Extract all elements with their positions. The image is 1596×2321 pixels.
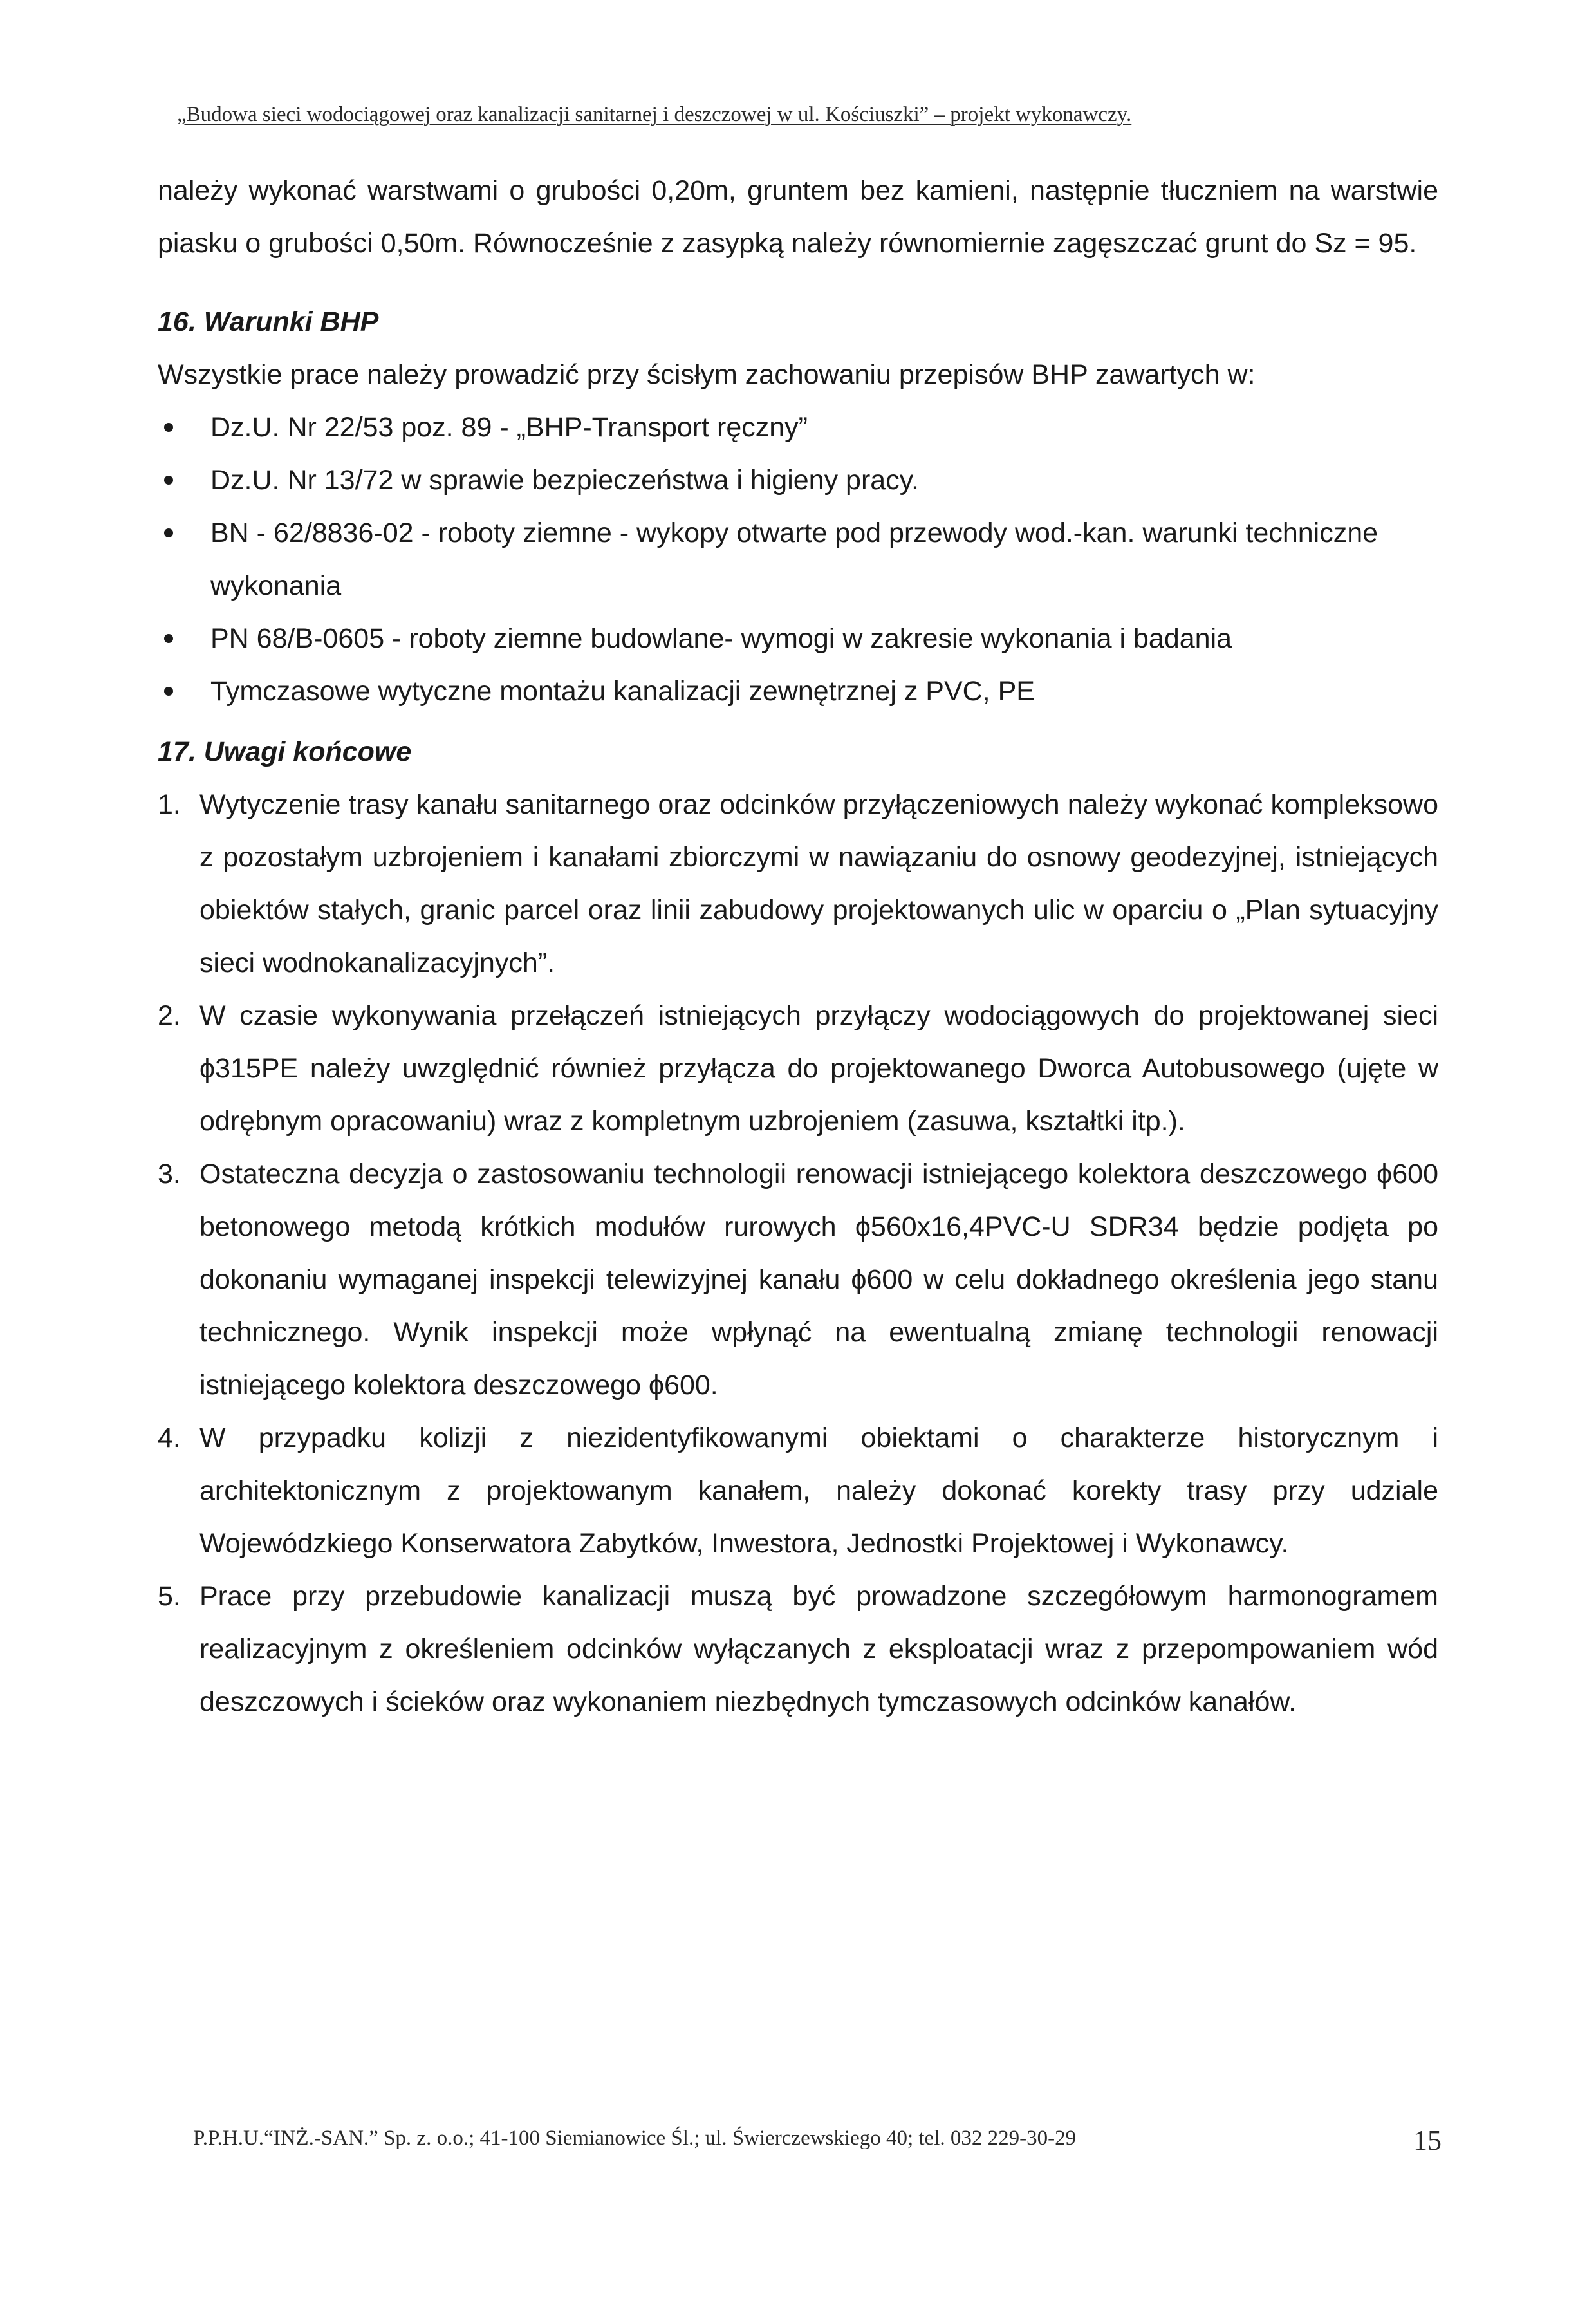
intro-paragraph: należy wykonać warstwami o grubości 0,20m, gruntem bez kamieni, następnie tłuczniem na warstwie piasku o grubości 0,50m. Równocześnie z zasypką należy równomiernie zagęszczać grunt do Sz = 95.	[158, 175, 1438, 259]
list-item: 2. W czasie wykonywania przełączeń istniejących przyłączy wodociągowych do projektowanej sieci ϕ315PE należy uwzględnić również przyłącza do projektowanego Dworca Autobusowego (ujęte w odrębnym opracowaniu) wraz z kompletnym uzbrojeniem (zasuwa, kształtki itp.).	[158, 989, 1438, 1148]
bullet-icon	[164, 634, 173, 643]
section-17-heading: 17. Uwagi końcowe	[158, 736, 412, 767]
page-footer	[193, 2125, 1442, 2156]
page-number: 15	[1413, 2125, 1442, 2156]
bullet-icon	[164, 423, 173, 432]
list-item: 5. Prace przy przebudowie kanalizacji muszą być prowadzone szczegółowym harmonogramem realizacyjnym z określeniem odcinków wyłączanych z eksploatacji wraz z przepompowaniem wód deszczowych i ścieków oraz wykonaniem niezbędnych tymczasowych odcinków kanałów.	[158, 1570, 1438, 1728]
bullet-icon	[164, 528, 173, 537]
final-remarks-list	[158, 778, 1438, 1728]
running-header: „Budowa sieci wodociągowej oraz kanalizacji sanitarnej i deszczowej w ul. Kościuszki” – projekt wykonawczy.	[177, 103, 1132, 126]
item-number: 2.	[158, 1000, 181, 1031]
footer-company-info: P.P.H.U.“INŻ.-SAN.” Sp. z. o.o.; 41-100 Siemianowice Śl.; ul. Świerczewskiego 40; tel. 032 229-30-29	[193, 2127, 1077, 2150]
section-16-heading: 16. Warunki BHP	[158, 306, 379, 337]
bullet-icon	[164, 476, 173, 485]
list-item: Dz.U. Nr 13/72 w sprawie bezpieczeństwa i higieny pracy.	[158, 454, 1438, 507]
list-item: 1. Wytyczenie trasy kanału sanitarnego oraz odcinków przyłączeniowych należy wykonać kompleksowo z pozostałym uzbrojeniem i kanałami zbiorczymi w nawiązaniu do osnowy geodezyjnej, istniejących obiektów stałych, granic parcel oraz linii zabudowy projektowanych ulic w oparciu o „Plan sytuacyjny sieci wodnokanalizacyjnych”.	[158, 778, 1438, 989]
bhp-regulations-list	[158, 401, 1438, 718]
bullet-icon	[164, 687, 173, 696]
page-content	[158, 164, 1438, 1728]
list-item: PN 68/B-0605 - roboty ziemne budowlane- wymogi w zakresie wykonania i badania	[158, 612, 1438, 665]
list-item: Dz.U. Nr 22/53 poz. 89 - „BHP-Transport ręczny”	[158, 401, 1438, 454]
list-item: Tymczasowe wytyczne montażu kanalizacji zewnętrznej z PVC, PE	[158, 665, 1438, 718]
item-number: 5.	[158, 1581, 181, 1612]
section-16-intro: Wszystkie prace należy prowadzić przy ścisłym zachowaniu przepisów BHP zawartych w:	[158, 359, 1256, 390]
item-number: 1.	[158, 789, 181, 820]
list-item: BN - 62/8836-02 - roboty ziemne - wykopy otwarte pod przewody wod.-kan. warunki techniczne wykonania	[158, 507, 1438, 612]
list-item: 3. Ostateczna decyzja o zastosowaniu technologii renowacji istniejącego kolektora deszczowego ϕ600 betonowego metodą krótkich modułów rurowych ϕ560x16,4PVC-U SDR34 będzie podjęta po dokonaniu wymaganej inspekcji telewizyjnej kanału ϕ600 w celu dokładnego określenia jego stanu technicznego. Wynik inspekcji może wpłynąć na ewentualną zmianę technologii renowacji istniejącego kolektora deszczowego ϕ600.	[158, 1148, 1438, 1412]
list-item: 4. W przypadku kolizji z niezidentyfikowanymi obiektami o charakterze historycznym i architektonicznym z projektowanym kanałem, należy dokonać korekty trasy przy udziale Wojewódzkiego Konserwatora Zabytków, Inwestora, Jednostki Projektowej i Wykonawcy.	[158, 1412, 1438, 1570]
item-number: 3.	[158, 1159, 181, 1189]
item-number: 4.	[158, 1422, 181, 1453]
